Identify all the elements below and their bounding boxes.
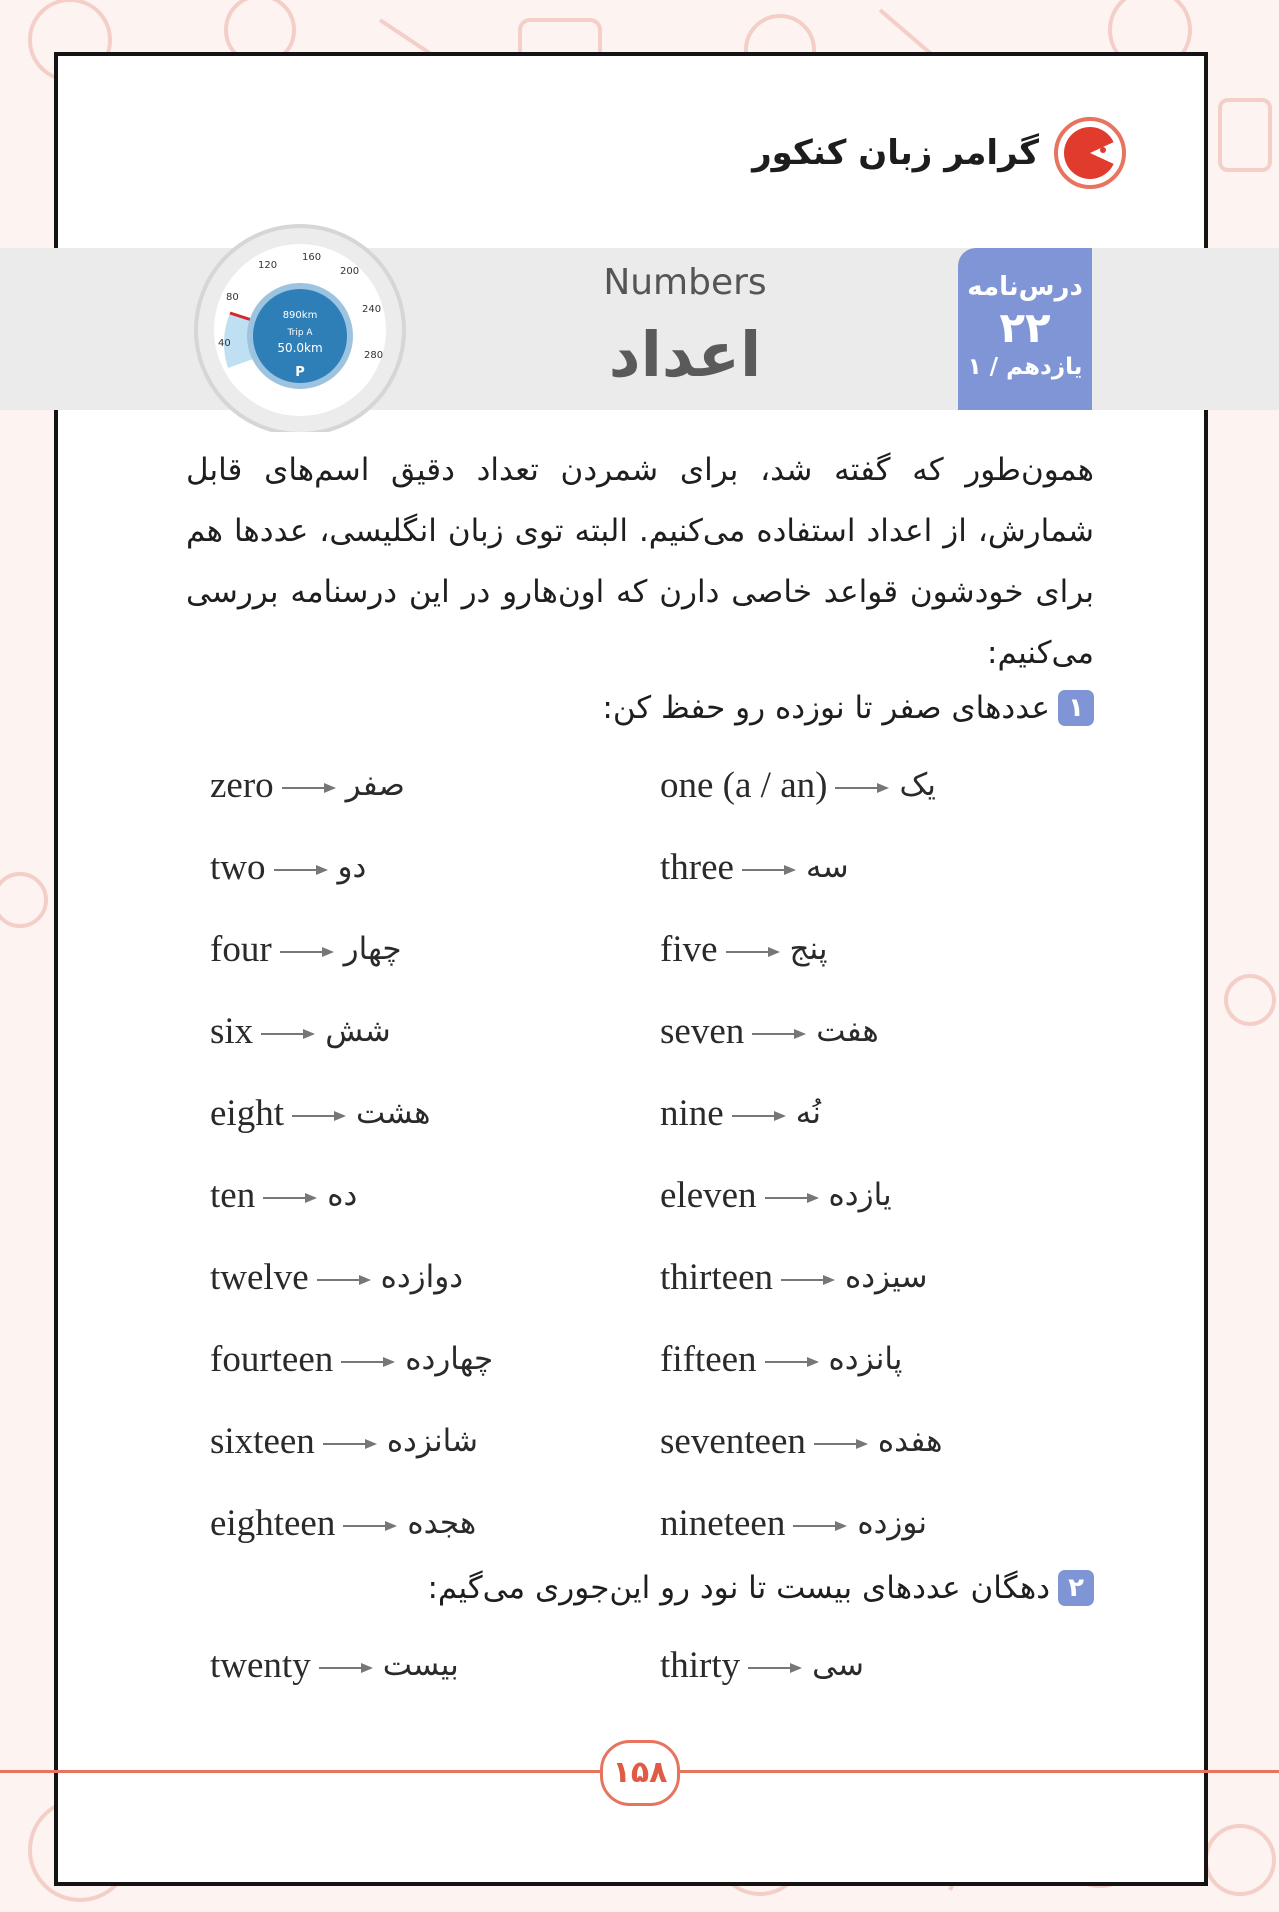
number-fa: شش <box>325 1013 391 1049</box>
number-pair <box>660 1092 1010 1135</box>
arrow-icon <box>791 1512 851 1534</box>
arrow-icon <box>321 1430 381 1452</box>
number-en: seventeen <box>660 1420 806 1462</box>
arrow-icon <box>317 1654 377 1676</box>
number-fa: سه <box>805 849 849 885</box>
table-row <box>210 1624 1010 1706</box>
section-1-text: عددهای صفر تا نوزده رو حفظ کن: <box>602 690 1050 726</box>
number-fa: چهار <box>343 931 402 967</box>
number-pair <box>210 928 660 971</box>
number-pair <box>210 1644 660 1687</box>
table-row <box>210 908 1010 990</box>
number-fa: یک <box>899 767 936 803</box>
number-fa: نوزده <box>857 1505 927 1541</box>
arrow-icon <box>259 1020 319 1042</box>
number-fa: پانزده <box>828 1341 903 1377</box>
section-2-badge: ۲ <box>1058 1570 1094 1606</box>
gauge-tick: 240 <box>362 304 382 315</box>
arrow-icon <box>272 856 332 878</box>
table-row <box>210 1482 1010 1564</box>
number-fa: دوازده <box>380 1259 464 1295</box>
number-pair <box>660 846 1010 889</box>
number-fa: صفر <box>345 767 405 803</box>
arrow-icon <box>833 774 893 796</box>
number-pair <box>660 1010 1010 1053</box>
arrow-icon <box>763 1184 823 1206</box>
arrow-icon <box>746 1654 806 1676</box>
book-header <box>752 116 1127 190</box>
book-title: گرامر زبان کنکور <box>752 133 1039 173</box>
number-pair <box>660 928 1010 971</box>
number-pair <box>660 1174 1010 1217</box>
number-en: three <box>660 846 734 888</box>
number-en: eight <box>210 1092 284 1134</box>
lesson-tag-label: درس‌نامه <box>967 272 1083 302</box>
numbers-table-1 <box>210 744 1010 1564</box>
arrow-icon <box>740 856 800 878</box>
number-pair <box>210 1174 660 1217</box>
section-2-text: دهگان عددهای بیست تا نود رو این‌جوری می‌گیم: <box>427 1570 1050 1606</box>
table-row <box>210 1072 1010 1154</box>
arrow-icon <box>278 938 338 960</box>
gauge-tick: 280 <box>364 350 384 361</box>
number-en: eighteen <box>210 1502 336 1544</box>
arrow-icon <box>341 1512 401 1534</box>
number-en: six <box>210 1010 254 1052</box>
number-pair <box>660 764 1010 807</box>
arrow-icon <box>724 938 784 960</box>
table-row <box>210 1400 1010 1482</box>
section-1-heading <box>602 690 1094 726</box>
number-pair <box>660 1420 1010 1463</box>
number-pair <box>210 1338 660 1381</box>
number-pair <box>660 1256 1010 1299</box>
number-pair <box>660 1644 1010 1687</box>
number-en: nine <box>660 1092 724 1134</box>
number-en: thirty <box>660 1644 741 1686</box>
number-pair <box>660 1338 1010 1381</box>
number-en: two <box>210 846 266 888</box>
number-en: sixteen <box>210 1420 315 1462</box>
speedometer-gauge <box>188 218 412 432</box>
number-en: one (a / an) <box>660 764 828 806</box>
number-pair <box>210 1420 660 1463</box>
gauge-tick: 200 <box>340 266 360 277</box>
lesson-tag-number: ۲۲ <box>999 303 1051 352</box>
table-row <box>210 1236 1010 1318</box>
section-2-heading <box>427 1570 1094 1606</box>
lesson-tag-grade: یازدهم / ۱ <box>967 354 1083 380</box>
gauge-odometer: 890km <box>282 310 318 321</box>
number-fa: بیست <box>382 1647 459 1683</box>
number-fa: سیزده <box>845 1259 928 1295</box>
lesson-tag <box>958 248 1092 410</box>
gauge-tick: 160 <box>302 252 322 263</box>
gauge-trip-label: Trip A <box>287 328 313 338</box>
number-en: fifteen <box>660 1338 757 1380</box>
number-pair <box>210 1502 660 1545</box>
pie-logo-icon <box>1053 116 1127 190</box>
number-fa: هفده <box>877 1423 943 1459</box>
arrow-icon <box>763 1348 823 1370</box>
number-pair <box>210 846 660 889</box>
number-fa: شانزده <box>386 1423 479 1459</box>
intro-paragraph: همون‌طور که گفته شد، برای شمردن تعداد دقیق اسم‌های قابل شمارش، از اعداد استفاده می‌کنیم. البته توی زبان انگلیسی، عددها هم برای خودشون قواعد خاصی دارن که اون‌هارو در این درسنامه بررسی می‌کنیم: <box>186 452 1094 671</box>
number-fa: پنج <box>789 931 828 967</box>
gauge-trip-value: 50.0km <box>277 341 323 355</box>
arrow-icon <box>812 1430 872 1452</box>
gauge-tick: 80 <box>226 292 239 303</box>
arrow-icon <box>290 1102 350 1124</box>
number-fa: هفت <box>816 1013 879 1049</box>
gauge-tick: 120 <box>258 260 278 271</box>
arrow-icon <box>315 1266 375 1288</box>
numbers-table-2 <box>210 1624 1010 1706</box>
gauge-tick: 40 <box>218 338 231 349</box>
number-fa: هشت <box>355 1095 431 1131</box>
lesson-title-fa: اعداد <box>608 318 762 391</box>
section-1-badge: ۱ <box>1058 690 1094 726</box>
number-fa: سی <box>812 1647 864 1683</box>
number-en: zero <box>210 764 274 806</box>
arrow-icon <box>261 1184 321 1206</box>
table-row <box>210 826 1010 908</box>
lesson-title-en: Numbers <box>603 262 767 303</box>
number-fa: نُه <box>795 1095 821 1131</box>
number-fa: هجده <box>407 1505 477 1541</box>
number-en: thirteen <box>660 1256 774 1298</box>
number-en: twenty <box>210 1644 311 1686</box>
number-en: four <box>210 928 272 970</box>
number-en: eleven <box>660 1174 757 1216</box>
arrow-icon <box>779 1266 839 1288</box>
number-en: seven <box>660 1010 745 1052</box>
number-en: five <box>660 928 718 970</box>
number-en: ten <box>210 1174 256 1216</box>
number-fa: چهارده <box>405 1341 494 1377</box>
table-row <box>210 990 1010 1072</box>
table-row <box>210 1318 1010 1400</box>
gauge-gear: P <box>295 365 305 380</box>
number-pair <box>660 1502 1010 1545</box>
page-number: ۱۵۸ <box>600 1740 680 1806</box>
number-en: fourteen <box>210 1338 334 1380</box>
number-en: twelve <box>210 1256 309 1298</box>
number-fa: یازده <box>828 1177 892 1213</box>
arrow-icon <box>730 1102 790 1124</box>
number-pair <box>210 1092 660 1135</box>
table-row <box>210 1154 1010 1236</box>
number-pair <box>210 764 660 807</box>
number-fa: دو <box>337 849 367 885</box>
arrow-icon <box>750 1020 810 1042</box>
number-pair <box>210 1010 660 1053</box>
table-row <box>210 744 1010 826</box>
number-fa: ده <box>327 1177 358 1213</box>
arrow-icon <box>280 774 340 796</box>
arrow-icon <box>339 1348 399 1370</box>
number-pair <box>210 1256 660 1299</box>
number-en: nineteen <box>660 1502 786 1544</box>
